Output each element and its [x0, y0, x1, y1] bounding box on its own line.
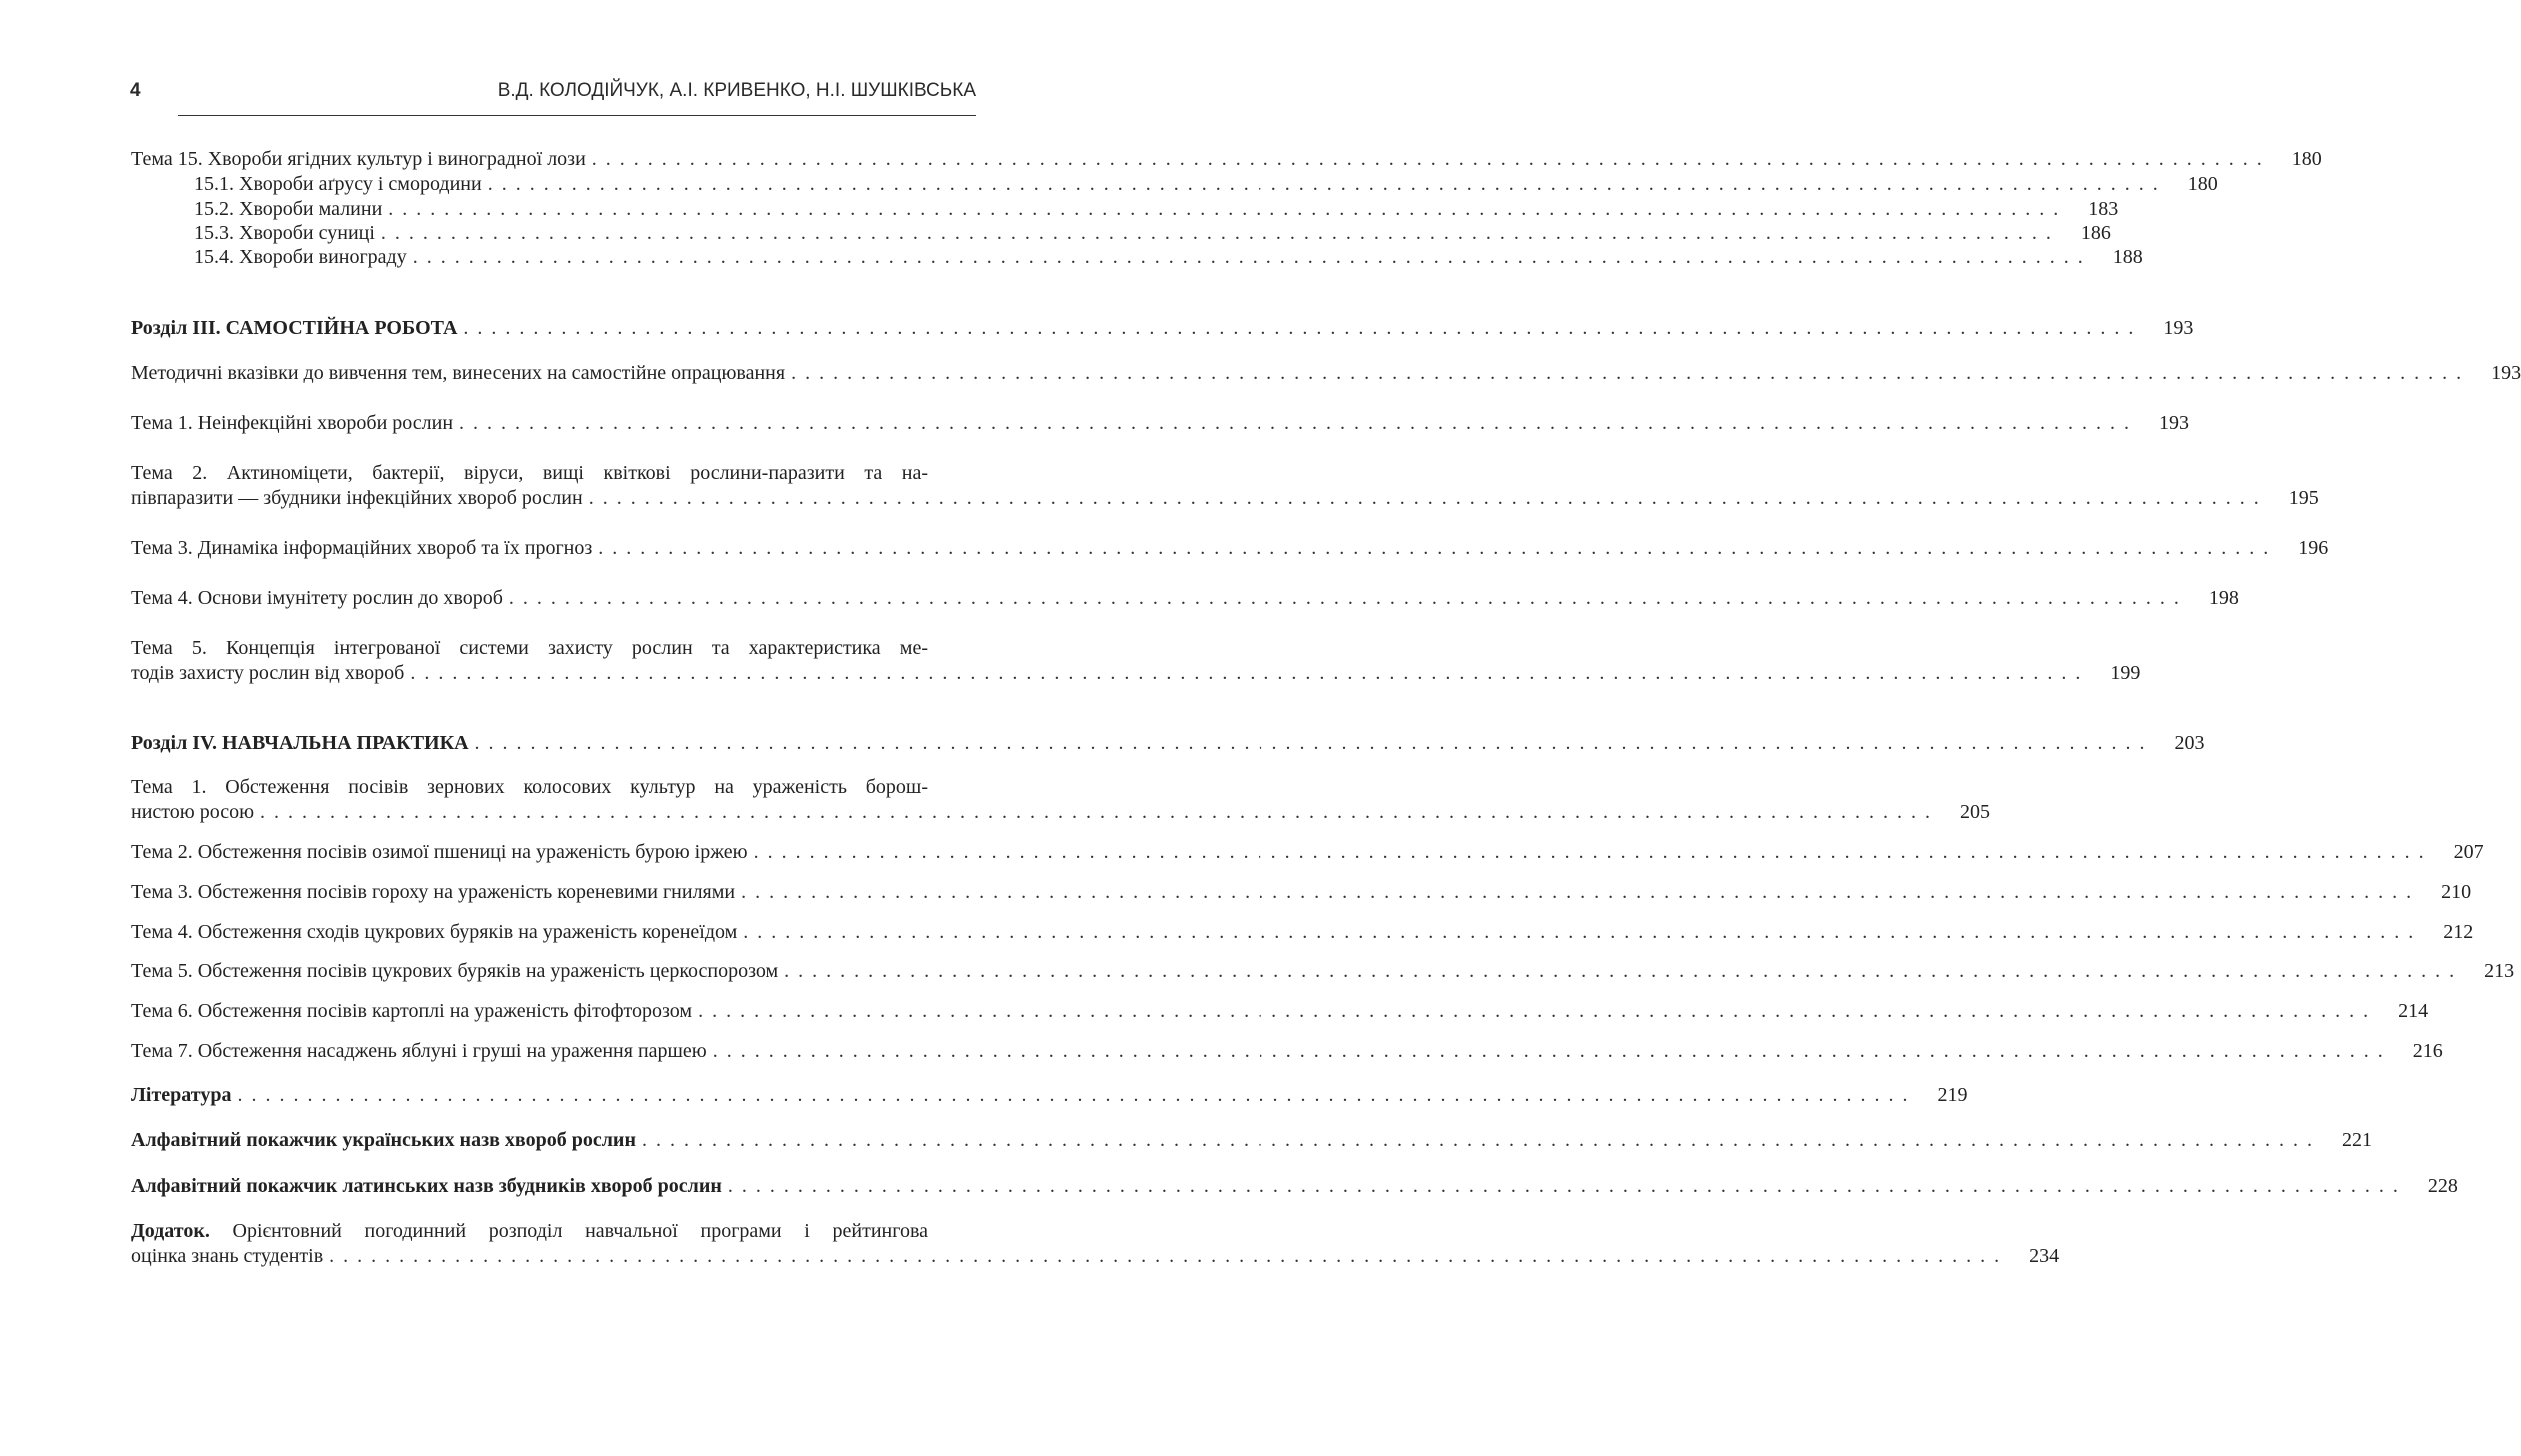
leader-dots: . . . . . . . . . . . . . . . . . . . . . . . . . . . . . . . . . . . . . . . . . . . . . . . . . . . . . . . . . . . . . . . . . . . . . . . . . . . . . . . . . . . . . . . . . . . . . . . . . . . . . . . . . . . . . . . . . . . . . . . . [727, 1175, 2400, 1197]
toc-entry-title: 15.3. Хвороби суниці [194, 222, 375, 244]
toc-entry-literature[interactable] [131, 1083, 1968, 1108]
toc-entry-title-line1 [131, 1219, 976, 1244]
toc-entry-page: 186 [2080, 222, 2111, 244]
toc-entry-s4-topic-3[interactable] [131, 880, 2472, 905]
leader-dots: . . . . . . . . . . . . . . . . . . . . . . . . . . . . . . . . . . . . . . . . . . . . . . . . . . . . . . . . . . . . . . . . . . . . . . . . . . . . . . . . . . . . . . . . . . . . . . . . . . . . . . . . . . . . . . . . . . . . . . . . [791, 362, 2464, 384]
toc-entry-title: Тема 5. Обстеження посівів цукрових буряків на ураженість церкоспорозом [131, 960, 779, 982]
toc-entry-title: 15.1. Хвороби аґрусу і смородини [194, 173, 482, 195]
leader-dots: . . . . . . . . . . . . . . . . . . . . . . . . . . . . . . . . . . . . . . . . . . . . . . . . . . . . . . . . . . . . . . . . . . . . . . . . . . . . . . . . . . . . . . . . . . . . . . . . . . . . . . . . . . . . . . . . . . . . . . . . [588, 487, 2261, 509]
leader-dots: . . . . . . . . . . . . . . . . . . . . . . . . . . . . . . . . . . . . . . . . . . . . . . . . . . . . . . . . . . . . . . . . . . . . . . . . . . . . . . . . . . . . . . . . . . . . . . . . . . . . . . . . . . . . . . . . . . . . . . . . [743, 921, 2416, 943]
toc-entry-s4-topic-7[interactable] [131, 1039, 2443, 1064]
leader-dots: . . . . . . . . . . . . . . . . . . . . . . . . . . . . . . . . . . . . . . . . . . . . . . . . . . . . . . . . . . . . . . . . . . . . . . . . . . . . . . . . . . . . . . . . . . . . . . . . . . . . . . . . . . . . . . . . . . . . . . . . [412, 246, 2085, 268]
toc-entry-page: 205 [1960, 801, 1991, 823]
leader-dots: . . . . . . . . . . . . . . . . . . . . . . . . . . . . . . . . . . . . . . . . . . . . . . . . . . . . . . . . . . . . . . . . . . . . . . . . . . . . . . . . . . . . . . . . . . . . . . . . . . . . . . . . . . . . . . . . . . . . . . . . [712, 1040, 2385, 1062]
leader-dots: . . . . . . . . . . . . . . . . . . . . . . . . . . . . . . . . . . . . . . . . . . . . . . . . . . . . . . . . . . . . . . . . . . . . . . . . . . . . . . . . . . . . . . . . . . . . . . . . . . . . . . . . . . . . . . . . . . . . . . . . [410, 662, 2083, 684]
toc-entry-page: 203 [2174, 732, 2205, 754]
toc-entry-title: Розділ ІІІ. САМОСТІЙНА РОБОТА [131, 317, 458, 339]
appendix-title-line1: Орієнтовний погодинний розподіл навчальної програми і рейтингова [232, 1220, 928, 1242]
toc-entry-title: 15.4. Хвороби винограду [194, 246, 407, 268]
toc-entry-15-4[interactable] [194, 245, 2143, 270]
toc-entry-title: Тема 6. Обстеження посівів картоплі на ураженість фітофторозом [131, 1000, 693, 1022]
leader-dots: . . . . . . . . . . . . . . . . . . . . . . . . . . . . . . . . . . . . . . . . . . . . . . . . . . . . . . . . . . . . . . . . . . . . . . . . . . . . . . . . . . . . . . . . . . . . . . . . . . . . . . . . . . . . . . . . . . . . . . . . [459, 412, 2132, 434]
toc-entry-title: Тема 1. Неінфекційні хвороби рослин [131, 412, 454, 434]
toc-entry-page: 193 [2491, 362, 2521, 384]
leader-dots: . . . . . . . . . . . . . . . . . . . . . . . . . . . . . . . . . . . . . . . . . . . . . . . . . . . . . . . . . . . . . . . . . . . . . . . . . . . . . . . . . . . . . . . . . . . . . . . . . . . . . . . . . . . . . . . . . . . . . . . . [598, 537, 2271, 559]
toc-entry-title: Алфавітний покажчик латинських назв збудників хвороб рослин [131, 1175, 722, 1197]
toc-entry-page: 193 [2163, 317, 2194, 339]
toc-entry-page: 213 [2484, 960, 2515, 982]
toc-entry-title-line2: півпаразити — збудники інфекційних хвороб рослин [131, 487, 583, 509]
toc-entry-guidelines[interactable] [131, 361, 2521, 386]
toc-entry-index-latin[interactable] [131, 1174, 2458, 1199]
toc-entry-title: Тема 4. Обстеження сходів цукрових буряків на ураженість коренеїдом [131, 921, 738, 943]
appendix-label: Додаток. [131, 1220, 210, 1242]
toc-entry-title: Розділ IV. НАВЧАЛЬНА ПРАКТИКА [131, 732, 469, 754]
toc-entry-s3-topic-5[interactable] [131, 636, 2141, 686]
toc-entry-page: 193 [2159, 412, 2190, 434]
toc-entry-s4-topic-4[interactable] [131, 920, 2474, 945]
leader-dots: . . . . . . . . . . . . . . . . . . . . . . . . . . . . . . . . . . . . . . . . . . . . . . . . . . . . . . . . . . . . . . . . . . . . . . . . . . . . . . . . . . . . . . . . . . . . . . . . . . . . . . . . . . . . . . . . . . . . . . . . [260, 801, 1933, 823]
toc-entry-page: 221 [2341, 1129, 2372, 1151]
toc-entry-title-line1: Тема 5. Концепція інтегрованої системи захисту рослин та характеристика ме- [131, 637, 928, 659]
toc-entry-s3-topic-4[interactable] [131, 586, 2239, 611]
toc-entry-title-line2: тодів захисту рослин від хвороб [131, 662, 405, 684]
page-number: 4 [130, 80, 141, 101]
toc-entry-appendix[interactable] [131, 1219, 2060, 1269]
toc-entry-page: 188 [2112, 246, 2143, 268]
toc-entry-page: 207 [2453, 841, 2484, 863]
leader-dots: . . . . . . . . . . . . . . . . . . . . . . . . . . . . . . . . . . . . . . . . . . . . . . . . . . . . . . . . . . . . . . . . . . . . . . . . . . . . . . . . . . . . . . . . . . . . . . . . . . . . . . . . . . . . . . . . . . . . . . . . [388, 198, 2061, 220]
leader-dots: . . . . . . . . . . . . . . . . . . . . . . . . . . . . . . . . . . . . . . . . . . . . . . . . . . . . . . . . . . . . . . . . . . . . . . . . . . . . . . . . . . . . . . . . . . . . . . . . . . . . . . . . . . . . . . . . . . . . . . . . [474, 732, 2147, 754]
toc-entry-title: Методичні вказівки до вивчення тем, винесених на самостійне опрацювання [131, 362, 786, 384]
toc-entry-title-line1: Тема 1. Обстеження посівів зернових колосових культур на ураженість борош- [131, 776, 928, 798]
toc-entry-title-line1: Тема 2. Актиноміцети, бактерії, віруси, вищі квіткові рослини-паразити та на- [131, 462, 928, 484]
toc-entry-page: 196 [2298, 537, 2329, 559]
toc-entry-page: 228 [2427, 1175, 2458, 1197]
toc-entry-title: Тема 3. Обстеження посівів гороху на ураженість кореневими гнилями [131, 881, 736, 903]
toc-entry-page: 180 [2187, 173, 2218, 195]
toc-entry-page: 198 [2208, 587, 2239, 609]
toc-entry-page: 212 [2443, 921, 2474, 943]
toc-entry-title: 15.2. Хвороби малини [194, 198, 383, 220]
toc-entry-page: 199 [2110, 662, 2141, 684]
toc-entry-page: 195 [2288, 487, 2319, 509]
toc-entry-s3-topic-2[interactable] [131, 461, 2319, 511]
toc-entry-title: Література [131, 1084, 232, 1106]
toc-entry-15-3[interactable] [194, 221, 2111, 246]
leader-dots: . . . . . . . . . . . . . . . . . . . . . . . . . . . . . . . . . . . . . . . . . . . . . . . . . . . . . . . . . . . . . . . . . . . . . . . . . . . . . . . . . . . . . . . . . . . . . . . . . . . . . . . . . . . . . . . . . . . . . . . . [487, 173, 2160, 195]
toc-entry-page: 183 [2088, 198, 2119, 220]
leader-dots: . . . . . . . . . . . . . . . . . . . . . . . . . . . . . . . . . . . . . . . . . . . . . . . . . . . . . . . . . . . . . . . . . . . . . . . . . . . . . . . . . . . . . . . . . . . . . . . . . . . . . . . . . . . . . . . . . . . . . . . . [463, 317, 2136, 339]
toc-entry-title: Тема 3. Динаміка інформаційних хвороб та їх прогноз [131, 537, 593, 559]
toc-entry-s4-topic-6[interactable] [131, 999, 2429, 1024]
running-header [130, 80, 976, 110]
leader-dots: . . . . . . . . . . . . . . . . . . . . . . . . . . . . . . . . . . . . . . . . . . . . . . . . . . . . . . . . . . . . . . . . . . . . . . . . . . . . . . . . . . . . . . . . . . . . . . . . . . . . . . . . . . . . . . . . . . . . . . . . [753, 841, 2426, 863]
toc-entry-title-line2: нистою росою [131, 801, 255, 823]
header-rule [178, 115, 976, 116]
toc-entry-s3-topic-3[interactable] [131, 536, 2329, 561]
toc-entry-15-2[interactable] [194, 197, 2119, 222]
toc-entry-page: 210 [2441, 881, 2472, 903]
leader-dots: . . . . . . . . . . . . . . . . . . . . . . . . . . . . . . . . . . . . . . . . . . . . . . . . . . . . . . . . . . . . . . . . . . . . . . . . . . . . . . . . . . . . . . . . . . . . . . . . . . . . . . . . . . . . . . . . . . . . . . . . [508, 587, 2181, 609]
toc-entry-title: Тема 7. Обстеження насаджень яблуні і груші на ураження паршею [131, 1040, 707, 1062]
toc-entry-s4-topic-2[interactable] [131, 840, 2484, 865]
leader-dots: . . . . . . . . . . . . . . . . . . . . . . . . . . . . . . . . . . . . . . . . . . . . . . . . . . . . . . . . . . . . . . . . . . . . . . . . . . . . . . . . . . . . . . . . . . . . . . . . . . . . . . . . . . . . . . . . . . . . . . . . [741, 881, 2414, 903]
toc-entry-s3-topic-1[interactable] [131, 411, 2190, 436]
leader-dots: . . . . . . . . . . . . . . . . . . . . . . . . . . . . . . . . . . . . . . . . . . . . . . . . . . . . . . . . . . . . . . . . . . . . . . . . . . . . . . . . . . . . . . . . . . . . . . . . . . . . . . . . . . . . . . . . . . . . . . . . [698, 1000, 2371, 1022]
toc-entry-index-ukrainian[interactable] [131, 1128, 2372, 1153]
toc-entry-page: 180 [2291, 148, 2322, 170]
toc-entry-title: Тема 15. Хвороби ягідних культур і виноградної лози [131, 148, 586, 170]
toc-entry-section-3[interactable] [131, 316, 2194, 341]
toc-entry-page: 216 [2412, 1040, 2443, 1062]
toc-entry-topic-15[interactable] [131, 147, 2322, 172]
toc-entry-15-1[interactable] [194, 172, 2218, 197]
toc-entry-section-4[interactable] [131, 731, 2205, 756]
toc-entry-title: Алфавітний покажчик українських назв хвороб рослин [131, 1129, 636, 1151]
leader-dots: . . . . . . . . . . . . . . . . . . . . . . . . . . . . . . . . . . . . . . . . . . . . . . . . . . . . . . . . . . . . . . . . . . . . . . . . . . . . . . . . . . . . . . . . . . . . . . . . . . . . . . . . . . . . . . . . . . . . . . . . [591, 148, 2264, 170]
toc-entry-title-line2: оцінка знань студентів [131, 1245, 324, 1267]
leader-dots: . . . . . . . . . . . . . . . . . . . . . . . . . . . . . . . . . . . . . . . . . . . . . . . . . . . . . . . . . . . . . . . . . . . . . . . . . . . . . . . . . . . . . . . . . . . . . . . . . . . . . . . . . . . . . . . . . . . . . . . . [784, 960, 2457, 982]
toc-entry-page: 234 [2029, 1245, 2060, 1267]
leader-dots: . . . . . . . . . . . . . . . . . . . . . . . . . . . . . . . . . . . . . . . . . . . . . . . . . . . . . . . . . . . . . . . . . . . . . . . . . . . . . . . . . . . . . . . . . . . . . . . . . . . . . . . . . . . . . . . . . . . . . . . . [380, 222, 2053, 244]
leader-dots: . . . . . . . . . . . . . . . . . . . . . . . . . . . . . . . . . . . . . . . . . . . . . . . . . . . . . . . . . . . . . . . . . . . . . . . . . . . . . . . . . . . . . . . . . . . . . . . . . . . . . . . . . . . . . . . . . . . . . . . . [641, 1129, 2314, 1151]
toc-entry-title: Тема 2. Обстеження посівів озимої пшениці на ураженість бурою іржею [131, 841, 748, 863]
leader-dots: . . . . . . . . . . . . . . . . . . . . . . . . . . . . . . . . . . . . . . . . . . . . . . . . . . . . . . . . . . . . . . . . . . . . . . . . . . . . . . . . . . . . . . . . . . . . . . . . . . . . . . . . . . . . . . . . . . . . . . . . [329, 1245, 2002, 1267]
toc-entry-page: 219 [1937, 1084, 1968, 1106]
running-head-authors: В.Д. КОЛОДІЙЧУК, А.І. КРИВЕНКО, Н.І. ШУШКІВСЬКА [497, 80, 976, 101]
toc-entry-page: 214 [2398, 1000, 2429, 1022]
toc-entry-s4-topic-5[interactable] [131, 959, 2515, 984]
leader-dots: . . . . . . . . . . . . . . . . . . . . . . . . . . . . . . . . . . . . . . . . . . . . . . . . . . . . . . . . . . . . . . . . . . . . . . . . . . . . . . . . . . . . . . . . . . . . . . . . . . . . . . . . . . . . . . . . . . . . . . . . [237, 1084, 1910, 1106]
toc-entry-title: Тема 4. Основи імунітету рослин до хвороб [131, 587, 503, 609]
toc-entry-s4-topic-1[interactable] [131, 775, 1991, 825]
